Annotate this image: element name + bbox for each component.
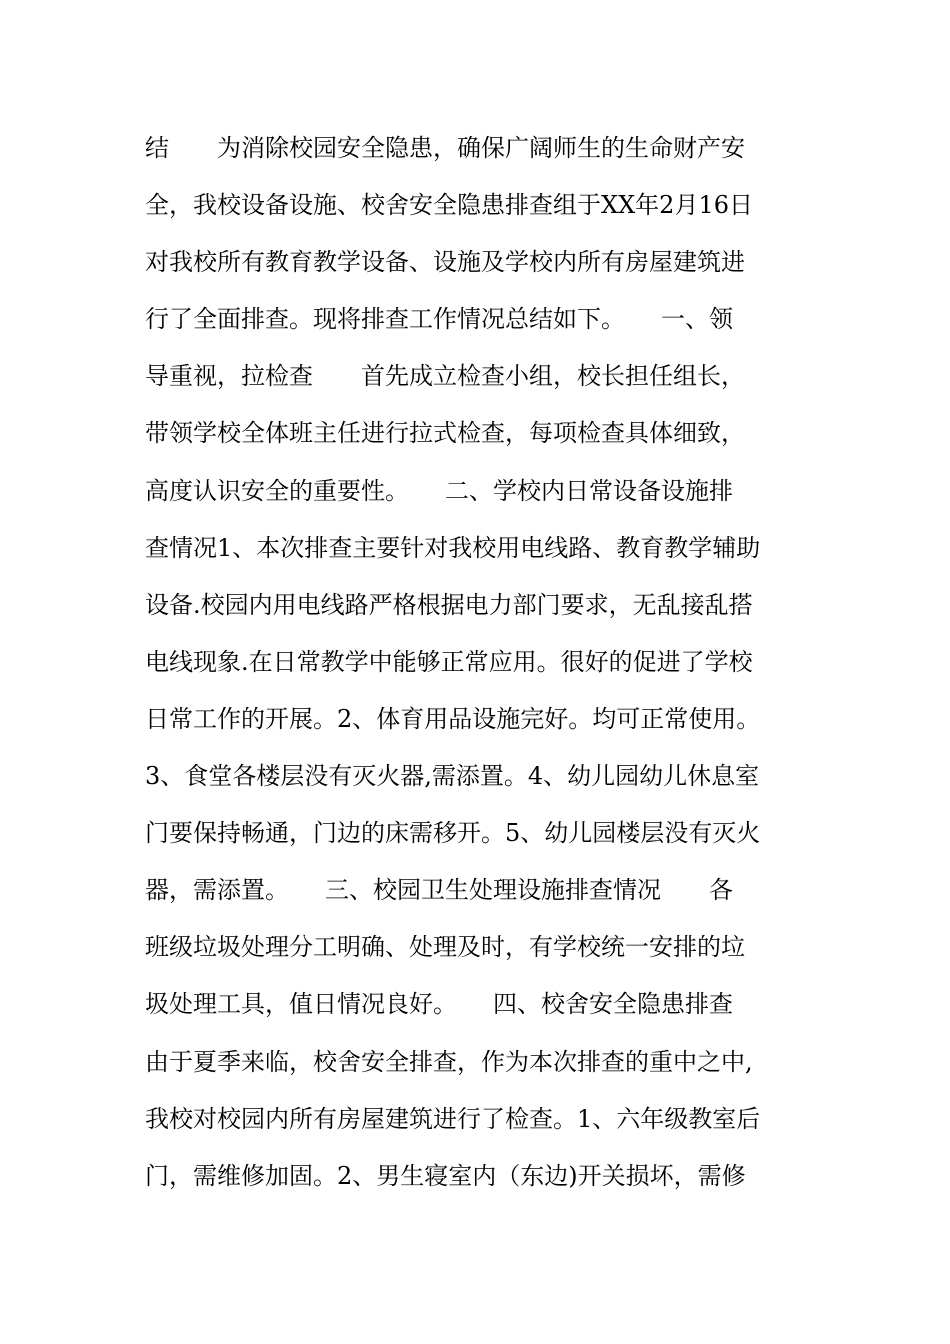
text-line: 日常工作的开展。2、体育用品设施完好。均可正常使用。 [145, 704, 761, 733]
text-line: 器，需添置。 三、校园卫生处理设施排查情况 各 [145, 876, 733, 905]
text-line: 导重视，拉检查 首先成立检查小组，校长担任组长， [145, 362, 745, 391]
text-line: 设备.校园内用电线路严格根据电力部门要求，无乱接乱搭 [145, 590, 753, 619]
text-line: 电线现象.在日常教学中能够正常应用。很好的促进了学校 [145, 647, 753, 676]
text-line: 对我校所有教育教学设备、设施及学校内所有房屋建筑进 [145, 248, 745, 277]
text-line: 行了全面排查。现将排查工作情况总结如下。 一、领 [145, 305, 733, 334]
text-line: 班级垃圾处理分工明确、处理及时，有学校统一安排的垃 [145, 933, 745, 962]
text-line: 高度认识安全的重要性。 二、学校内日常设备设施排 [145, 476, 733, 505]
body-text [145, 120, 825, 1205]
text-line: 全，我校设备设施、校舍安全隐患排查组于XX年2月16日 [145, 191, 753, 220]
text-line: 圾处理工具，值日情况良好。 四、校舍安全隐患排查 [145, 990, 733, 1019]
text-line: 结 为消除校园安全隐患，确保广阔师生的生命财产安 [145, 134, 745, 162]
text-line: 3、食堂各楼层没有灭火器,需添置。4、幼儿园幼儿休息室 [145, 762, 760, 791]
text-line: 门要保持畅通，门边的床需移开。5、幼儿园楼层没有灭火 [145, 819, 761, 848]
text-line: 门，需维修加固。2、男生寝室内（东边)开关损坏，需修 [145, 1161, 746, 1190]
text-line: 查情况1、本次排查主要针对我校用电线路、教育教学辅助 [145, 533, 761, 562]
text-line: 我校对校园内所有房屋建筑进行了检查。1、六年级教室后 [145, 1104, 761, 1133]
text-line: 由于夏季来临，校舍安全排查，作为本次排查的重中之中, [145, 1047, 753, 1076]
text-line: 带领学校全体班主任进行拉式检查，每项检查具体细致， [145, 419, 745, 448]
